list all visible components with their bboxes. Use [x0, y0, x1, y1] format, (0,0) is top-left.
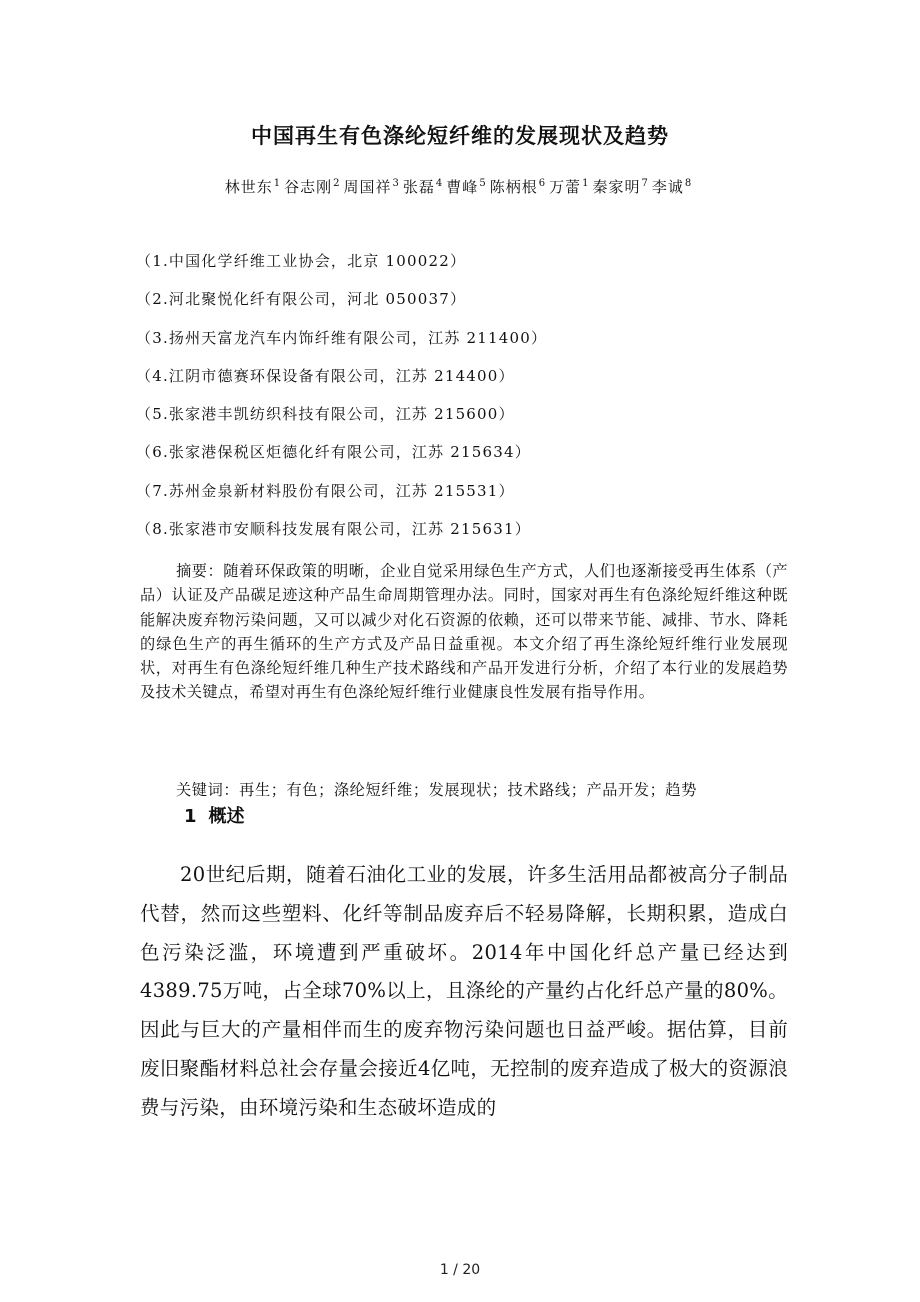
affiliation-2: （2.河北聚悦化纤有限公司，河北 050037）	[136, 290, 467, 309]
body-text: 20世纪后期，随着石油化工业的发展，许多生活用品都被高分子制品代替，然而这些塑料、化纤等制品废弃后不轻易降解，长期积累，造成白色污染泛滥，环境遭到严重破坏。2014年中国化纤总产量已经达到4389.75万吨，占全球70%以上，且涤纶的产量约占化纤总产量的80%。因此与巨大的产量相伴而生的废弃物污染问题也日益严峻。据估算，目前废旧聚酯材料总社会存量会接近4亿吨，无控制的废弃造成了极大的资源浪费与污染，由环境污染和生态破坏造成的	[140, 863, 788, 1119]
author-name: 周国祥	[343, 178, 392, 196]
affiliation-1: （1.中国化学纤维工业协会，北京 100022）	[136, 252, 467, 270]
author-name: 李诚	[651, 178, 684, 196]
keywords-label: 关键词：	[176, 781, 240, 799]
author-name: 万蕾	[549, 178, 582, 196]
author-name: 谷志刚	[284, 178, 333, 196]
author-list	[0, 176, 920, 197]
section-number: 1	[184, 806, 197, 827]
keywords-line	[176, 779, 796, 800]
affiliation-5: （5.张家港丰凯纺织科技有限公司，江苏 215600）	[136, 405, 515, 424]
body-paragraph	[140, 856, 788, 1128]
keywords-text: 再生；有色；涤纶短纤维；发展现状；技术路线；产品开发；趋势	[239, 781, 697, 799]
author-name: 张磊	[402, 178, 435, 196]
author-affiliation-marker: 2	[333, 178, 341, 189]
author-affiliation-marker: 1	[273, 178, 282, 189]
author-name: 林世东	[224, 178, 273, 196]
author-affiliation-marker: 5	[479, 178, 487, 189]
affiliation-3: （3.扬州天富龙汽车内饰纤维有限公司，江苏 211400）	[136, 328, 548, 347]
author-affiliation-marker: 6	[538, 178, 547, 189]
affiliation-6: （6.张家港保税区炬德化纤有限公司，江苏 215634）	[136, 443, 531, 462]
author-affiliation-marker: 8	[684, 178, 693, 189]
affiliation-7: （7.苏州金泉新材料股份有限公司，江苏 215531）	[136, 481, 515, 500]
abstract-paragraph	[140, 559, 788, 705]
author-affiliation-marker: 1	[582, 178, 590, 189]
author-name: 曹峰	[446, 178, 479, 196]
affiliation-8: （8.张家港市安顺科技发展有限公司，江苏 215631）	[136, 520, 531, 539]
author-affiliation-marker: 7	[641, 178, 649, 189]
author-name: 秦家明	[592, 178, 641, 196]
affiliation-list	[136, 250, 816, 556]
section-title: 概述	[208, 806, 245, 827]
author-name: 陈柄根	[489, 178, 538, 196]
author-affiliation-marker: 3	[392, 178, 400, 189]
section-heading	[184, 802, 245, 828]
paper-title: 中国再生有色涤纶短纤维的发展现状及趋势	[251, 124, 669, 148]
abstract-label: 摘要：	[176, 562, 224, 580]
abstract-text: 随着环保政策的明晰，企业自觉采用绿色生产方式，人们也逐渐接受再生体系（产品）认证及产品碳足迹这种产品生命周期管理办法。同时，国家对再生有色涤纶短纤维这种既能解决废弃物污染问题，又可以减少对化石资源的依赖，还可以带来节能、减排、节水、降耗的绿色生产的再生循环的生产方式及产品日益重视。本文介绍了再生涤纶短纤维行业发展现状，对再生有色涤纶短纤维几种生产技术路线和产品开发进行分析，介绍了本行业的发展趋势及技术关键点，希望对再生有色涤纶短纤维行业健康良性发展有指导作用。	[140, 562, 788, 702]
affiliation-4: （4.江阴市德赛环保设备有限公司，江苏 214400）	[136, 366, 515, 385]
page-number: 1 / 20	[439, 1262, 481, 1278]
author-affiliation-marker: 4	[435, 178, 444, 189]
